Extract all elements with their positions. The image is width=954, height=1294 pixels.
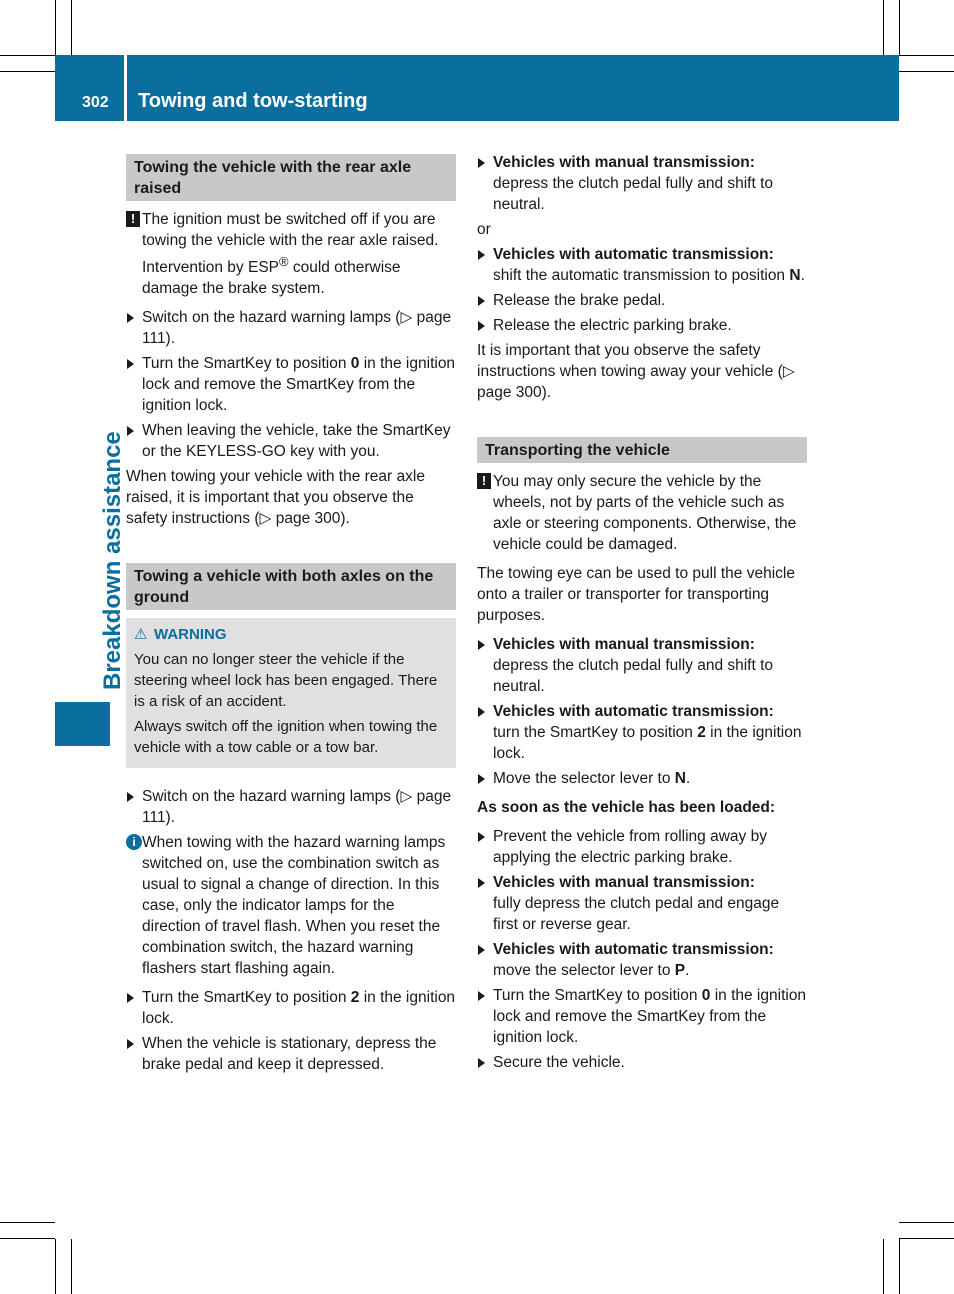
arrow-right-icon bbox=[127, 792, 134, 802]
caution-note: ! The ignition must be switched off if you are towing the vehicle with the rear axle raised. Intervention by ESP® could otherwise damage the brake system. bbox=[126, 209, 456, 299]
arrow-right-icon bbox=[478, 296, 485, 306]
step-item: Move the selector lever to N. bbox=[477, 768, 807, 789]
crop-mark bbox=[71, 0, 72, 55]
crop-mark bbox=[899, 1239, 900, 1294]
crop-mark bbox=[0, 71, 55, 72]
caution-note: ! You may only secure the vehicle by the wheels, not by parts of the vehicle such as axle or steering components. Otherwise, the vehicle could be damaged. bbox=[477, 471, 807, 555]
subheading: As soon as the vehicle has been loaded: bbox=[477, 799, 776, 816]
right-column bbox=[477, 152, 807, 1077]
paragraph: When towing your vehicle with the rear axle raised, it is important that you observe the safety instructions (▷ page 300). bbox=[126, 468, 425, 528]
paragraph: The towing eye can be used to pull the vehicle onto a trailer or transporter for transporting purposes. bbox=[477, 565, 795, 624]
crop-mark bbox=[883, 1239, 884, 1294]
side-section-label: Breakdown assistance bbox=[99, 431, 126, 690]
step-item: Prevent the vehicle from rolling away by applying the electric parking brake. bbox=[477, 826, 807, 868]
crop-mark bbox=[71, 1239, 72, 1294]
left-column bbox=[126, 154, 456, 1079]
arrow-right-icon bbox=[127, 993, 134, 1003]
step-item: Switch on the hazard warning lamps (▷ page 111). bbox=[126, 786, 456, 828]
crop-mark bbox=[899, 71, 954, 72]
arrow-right-icon bbox=[478, 832, 485, 842]
page-title: Towing and tow-starting bbox=[138, 90, 368, 112]
step-item: When the vehicle is stationary, depress the brake pedal and keep it depressed. bbox=[126, 1033, 456, 1075]
section-heading: Towing a vehicle with both axles on the ground bbox=[126, 563, 456, 610]
step-item: Release the electric parking brake. bbox=[477, 315, 807, 336]
crop-mark bbox=[55, 0, 56, 55]
step-item: Vehicles with manual transmission: fully depress the clutch pedal and engage first or reverse gear. bbox=[477, 872, 807, 935]
crop-mark bbox=[899, 1222, 954, 1223]
side-tab bbox=[55, 702, 110, 746]
step-item: Turn the SmartKey to position 2 in the ignition lock. bbox=[126, 987, 456, 1029]
section-heading: Towing the vehicle with the rear axle raised bbox=[126, 154, 456, 201]
arrow-right-icon bbox=[478, 945, 485, 955]
crop-mark bbox=[0, 1238, 55, 1239]
step-item: Vehicles with automatic transmission: shift the automatic transmission to position N. bbox=[477, 244, 807, 286]
exclamation-icon: ! bbox=[126, 211, 140, 227]
arrow-right-icon bbox=[478, 991, 485, 1001]
step-item: Turn the SmartKey to position 0 in the ignition lock and remove the SmartKey from the ignition lock. bbox=[126, 353, 456, 416]
arrow-right-icon bbox=[127, 359, 134, 369]
step-item: Vehicles with manual transmission: depress the clutch pedal fully and shift to neutral. bbox=[477, 634, 807, 697]
section-heading: Transporting the vehicle bbox=[477, 437, 807, 463]
arrow-right-icon bbox=[127, 1039, 134, 1049]
step-item: Vehicles with automatic transmission: move the selector lever to P. bbox=[477, 939, 807, 981]
crop-mark bbox=[0, 55, 55, 56]
arrow-right-icon bbox=[127, 313, 134, 323]
warning-text: Always switch off the ignition when towing the vehicle with a tow cable or a tow bar. bbox=[134, 718, 438, 757]
step-item: Vehicles with manual transmission: depress the clutch pedal fully and shift to neutral. bbox=[477, 152, 807, 215]
arrow-right-icon bbox=[478, 250, 485, 260]
info-icon: i bbox=[126, 834, 142, 850]
step-item: When leaving the vehicle, take the SmartKey or the KEYLESS-GO key with you. bbox=[126, 420, 456, 462]
paragraph: It is important that you observe the safety instructions when towing away your vehicle (▷ page 300). bbox=[477, 342, 795, 401]
info-note: i When towing with the hazard warning lamps switched on, use the combination switch as usual to signal a change of direction. In this case, only the indicator lamps for the direction of travel flash. When you reset the combination switch, the hazard warning flashers start flashing again. bbox=[126, 832, 456, 979]
header-divider bbox=[124, 55, 127, 121]
arrow-right-icon bbox=[478, 707, 485, 717]
arrow-right-icon bbox=[478, 878, 485, 888]
step-item: Vehicles with automatic transmission: turn the SmartKey to position 2 in the ignition lock. bbox=[477, 701, 807, 764]
crop-mark bbox=[899, 0, 900, 55]
warning-box bbox=[126, 618, 456, 768]
warning-text: You can no longer steer the vehicle if the steering wheel lock has been engaged. There is a risk of an accident. bbox=[134, 651, 438, 711]
step-item: Release the brake pedal. bbox=[477, 290, 807, 311]
arrow-right-icon bbox=[127, 426, 134, 436]
warning-triangle-icon: ⚠ bbox=[134, 626, 148, 644]
crop-mark bbox=[883, 0, 884, 55]
exclamation-icon: ! bbox=[477, 473, 491, 489]
warning-title: ⚠ WARNING bbox=[134, 626, 227, 644]
arrow-right-icon bbox=[478, 774, 485, 784]
crop-mark bbox=[0, 1222, 55, 1223]
arrow-right-icon bbox=[478, 1058, 485, 1068]
arrow-right-icon bbox=[478, 158, 485, 168]
page-number: 302 bbox=[82, 94, 109, 111]
step-item: Turn the SmartKey to position 0 in the ignition lock and remove the SmartKey from the ignition lock. bbox=[477, 985, 807, 1048]
crop-mark bbox=[899, 55, 954, 56]
step-item: Switch on the hazard warning lamps (▷ page 111). bbox=[126, 307, 456, 349]
crop-mark bbox=[899, 1238, 954, 1239]
arrow-right-icon bbox=[478, 640, 485, 650]
step-item: Secure the vehicle. bbox=[477, 1052, 807, 1073]
arrow-right-icon bbox=[478, 321, 485, 331]
paragraph: or bbox=[477, 221, 491, 238]
crop-mark bbox=[55, 1239, 56, 1294]
